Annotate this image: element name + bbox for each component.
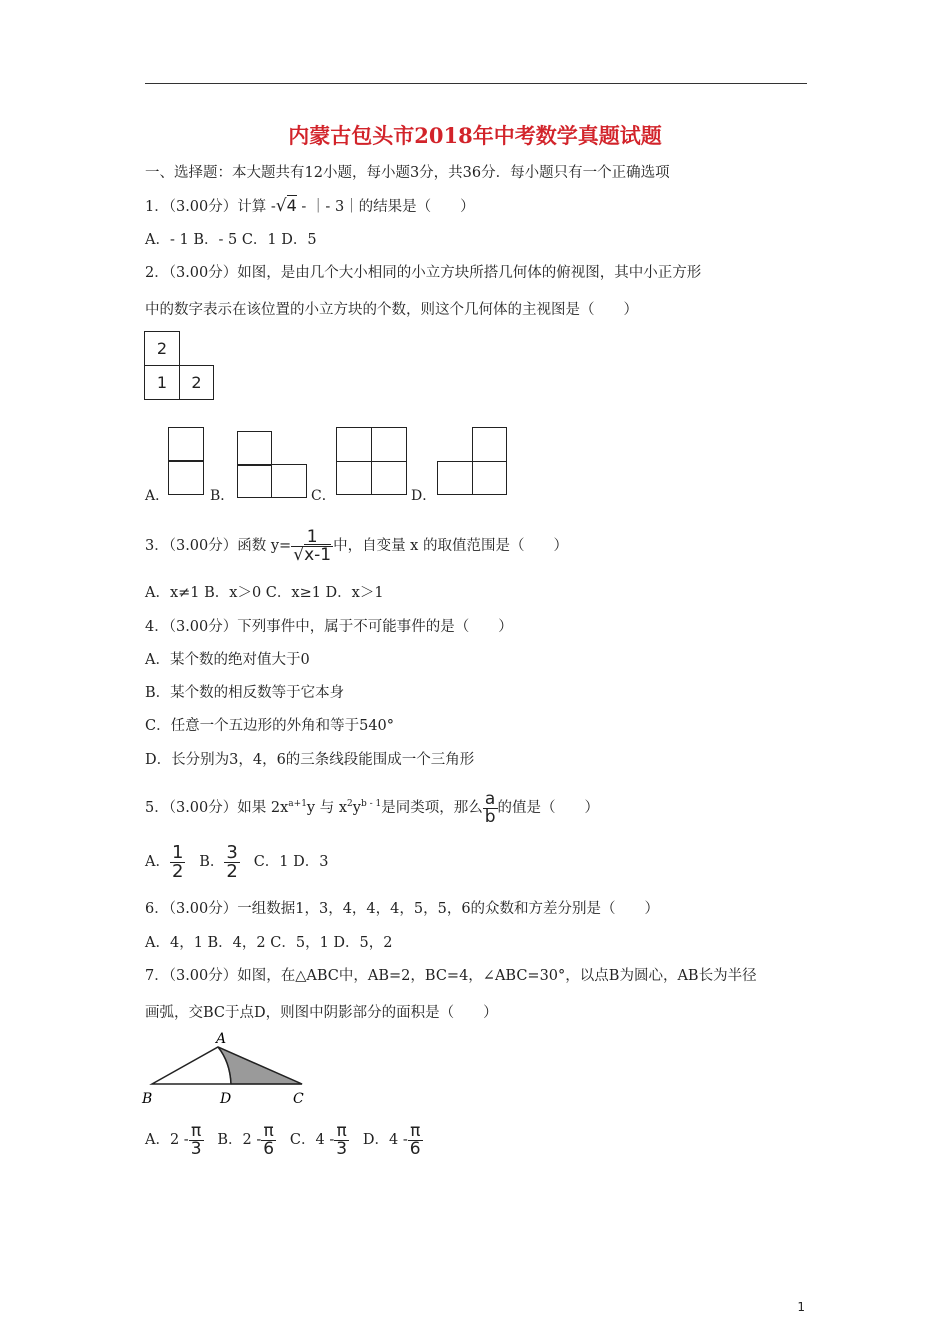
fraction: $\frac{3}{2}$ — [226, 841, 238, 882]
grid-cell-bottom-left: 1 — [144, 365, 180, 400]
question-6: 6．（3.00分）一组数据1，3，4，4，4，5，5，6的众数和方差分别是（ ） — [145, 901, 660, 917]
question-2-line1: 2．（3.00分）如图，是由几个大小相同的小立方块所搭几何体的俯视图，其中小正方形 — [145, 265, 702, 281]
fraction: $\frac{\pi}{3}$ — [190, 1120, 202, 1159]
grid-cell-bottom-right: 2 — [179, 365, 214, 400]
sqrt-sign: √ — [275, 196, 287, 216]
point-c-label: C — [293, 1091, 304, 1107]
question-7-line2: 画弧，交BC于点D，则图中阴影部分的面积是（ ） — [145, 1005, 498, 1021]
question-4-option-d: D．长分别为3，4，6的三条线段能围成一个三角形 — [145, 752, 475, 768]
radicand: 4 — [286, 196, 297, 215]
question-3-options: A．x≠1 B．x＞0 C．x≥1 D．x＞1 — [145, 585, 384, 601]
cube-face — [237, 431, 272, 466]
question-1: 1．（3.00分）计算 -√4 - ｜- 3｜的结果是（ ） — [145, 196, 475, 216]
cube-face — [237, 464, 272, 498]
question-4-option-a: A．某个数的绝对值大于0 — [145, 652, 310, 668]
q2-option-d-label: D． — [411, 488, 437, 504]
question-5-options: A． $\frac{1}{2}$ B． $\frac{3}{2}$ C．1 D．3 — [145, 841, 329, 882]
point-a-label: A — [216, 1031, 227, 1047]
question-4: 4．（3.00分）下列事件中，属于不可能事件的是（ ） — [145, 619, 513, 635]
point-b-label: B — [142, 1091, 153, 1107]
question-1-options: A．- 1 B．- 5 C．1 D．5 — [145, 232, 317, 248]
fraction: $\frac{1}{2}$ — [171, 841, 184, 882]
triangle-figure — [138, 1030, 318, 1110]
sqrt-sign: √ — [293, 544, 305, 565]
q2-option-b-label: B． — [210, 488, 235, 504]
question-7-line1: 7．（3.00分）如图，在△ABC中，AB=2，BC=4，∠ABC=30°，以点B为圆心，AB长为半径 — [145, 968, 757, 984]
cube-face — [472, 461, 507, 495]
question-2-line2: 中的数字表示在该位置的小立方块的个数，则这个几何体的主视图是（ ） — [145, 302, 638, 318]
fraction: $\frac{1}{√x-1}$ — [293, 526, 332, 565]
question-5: 5．（3.00分）如果 $2x^{a+1}y$ 与 $x^2y^{b - 1}$是同类项，那么 $\frac{a}{b}$ 的值是（ ） — [145, 788, 599, 827]
fraction: $\frac{\pi}{6}$ — [263, 1120, 275, 1159]
q2-option-c-label: C． — [311, 488, 336, 504]
cube-face — [472, 427, 507, 462]
question-4-option-c: C．任意一个五边形的外角和等于540° — [145, 718, 395, 734]
fraction: $\frac{\pi}{3}$ — [336, 1120, 348, 1159]
fraction: $\frac{a}{b}$ — [484, 788, 496, 827]
question-6-options: A．4，1 B．4，2 C．5，1 D．5，2 — [145, 935, 393, 951]
cube-face — [336, 427, 372, 462]
cube-face — [371, 427, 407, 462]
point-d-label: D — [220, 1091, 232, 1107]
page-number: 1 — [797, 1300, 805, 1314]
grid-cell-top: 2 — [144, 331, 180, 366]
cube-face — [168, 427, 204, 462]
cube-face — [271, 464, 307, 498]
fraction: $\frac{\pi}{6}$ — [409, 1120, 421, 1159]
question-7-options: A．2 - $\frac{\pi}{3}$ B．2 - $\frac{\pi}{6}$ C．4 - $\frac{\pi}{3}$ D．4 - $\frac{\pi}{6}$ — [145, 1120, 421, 1159]
cube-face — [437, 461, 473, 495]
page-title: 内蒙古包头市2018年中考数学真题试题 — [288, 123, 662, 148]
question-3: 3．（3.00分）函数 y= $\frac{1}{√x-1}$ 中，自变量 x 的取值范围是（ ） — [145, 526, 568, 565]
cube-face — [168, 460, 204, 495]
cube-face — [336, 461, 372, 495]
cube-face — [371, 461, 407, 495]
q2-option-a-label: A． — [145, 488, 170, 504]
section-heading: 一、选择题：本大题共有12小题，每小题3分，共36分．每小题只有一个正确选项 — [145, 165, 670, 181]
header-rule — [145, 83, 807, 84]
question-4-option-b: B．某个数的相反数等于它本身 — [145, 685, 345, 701]
